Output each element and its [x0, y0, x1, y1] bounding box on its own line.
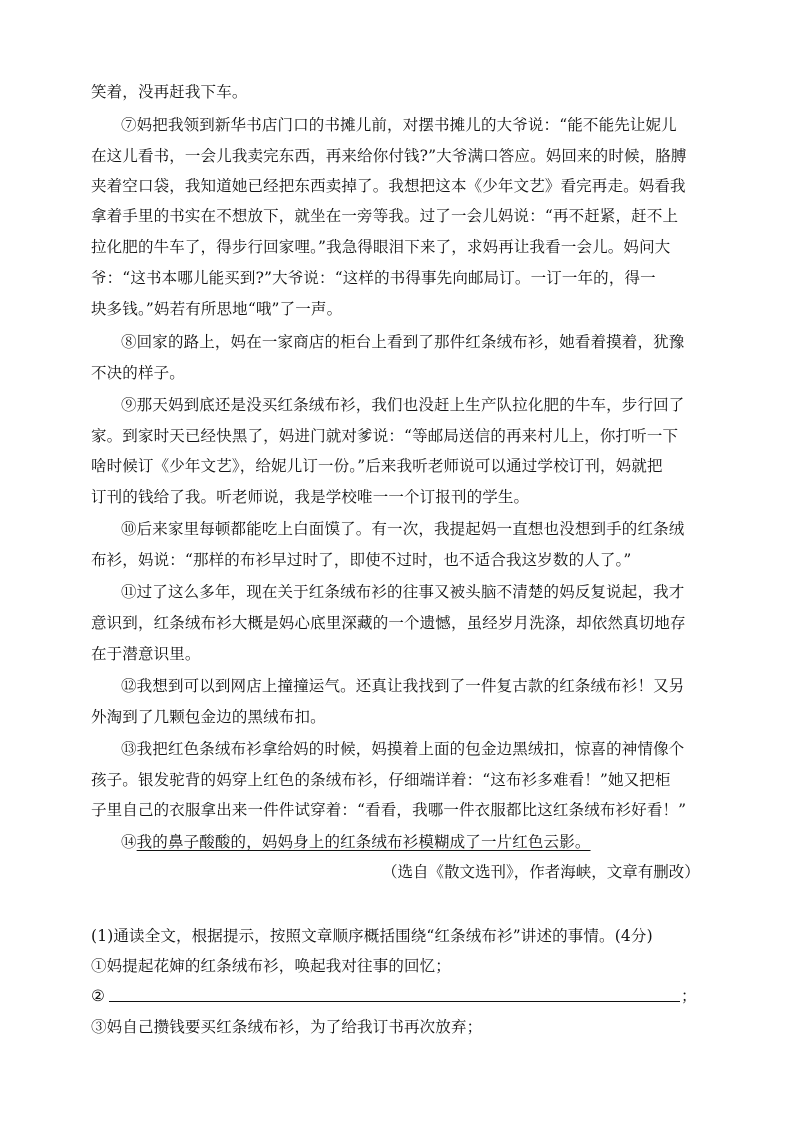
passage-line: 拿着手里的书实在不想放下，就坐在一旁等我。过了一会儿妈说：“再不赶紧，赶不上 — [91, 207, 679, 225]
question-item-3: ③妈自己攒钱要买红条绒布衫，为了给我订书再次放弃； — [91, 1018, 483, 1036]
passage-line: ⑦妈把我领到新华书店门口的书摊儿前，对摆书摊儿的大爷说：“能不能先让妮儿 — [121, 116, 677, 134]
passage-line: 家。到家时天已经快黑了，妈进门就对爹说：“等邮局送信的再来村儿上，你打听一下 — [91, 427, 679, 445]
passage-line: ⑩后来家里每顿都能吃上白面馍了。有一次，我提起妈一直想也没想到手的红条绒 — [121, 520, 685, 538]
passage-line: 意识到，红条绒布衫大概是妈心底里深藏的一个遗憾，虽经岁月洗涤，却依然真切地存 — [91, 614, 686, 632]
question-item-1: ①妈提起花婶的红条绒布衫，唤起我对往事的回忆； — [91, 957, 451, 975]
passage-line: 外淘到了几颗包金边的黑绒布扣。 — [91, 708, 326, 726]
source-citation: （选自《散文选刊》，作者海峡，文章有删改） — [382, 863, 700, 881]
passage-line: ⑪过了这么多年，现在关于红条绒布衫的往事又被头脑不清楚的妈反复说起，我才 — [121, 583, 685, 601]
passage-line: 爷：“这书本哪儿能买到?”大爷说：“这样的书得事先向邮局订。一订一年的，得一 — [91, 269, 656, 287]
passage-line: 在这儿看书，一会儿我卖完东西，再来给你付钱?”大爷满口答应。妈回来的时候，胳膊 — [91, 147, 687, 165]
passage-line: 子里自己的衣服拿出来一件件试穿着：“看看，我哪一件衣服都比这红条绒布衫好看！” — [91, 801, 687, 819]
passage-line: ⑨那天妈到底还是没买红条绒布衫，我们也没赶上生产队拉化肥的牛车，步行回了 — [121, 396, 685, 414]
passage-line: 夹着空口袋，我知道她已经把东西卖掉了。我想把这本《少年文艺》看完再走。妈看我 — [91, 177, 686, 195]
passage-line: 订刊的钱给了我。听老师说，我是学校唯一一个订报刊的学生。 — [91, 488, 530, 506]
passage-line: 布衫，妈说：“那样的布衫早过时了，即使不过时，也不适合我这岁数的人了。” — [91, 551, 632, 569]
passage-line: ⑫我想到可以到网店上撞撞运气。还真让我找到了一件复古款的红条绒布衫！又另 — [121, 677, 685, 695]
paragraph-number: ⑭ — [121, 833, 137, 851]
passage-line: 拉化肥的牛车了，得步行回家哩。”我急得眼泪下来了，求妈再让我看一会儿。妈问大 — [91, 238, 671, 256]
passage-line: 笑着，没再赶我下车。 — [91, 83, 248, 101]
question-item-2-label: ② — [91, 987, 106, 1005]
question-prompt: (1)通读全文，根据提示，按照文章顺序概括围绕“红条绒布衫”讲述的事情。(4分) — [91, 927, 653, 945]
passage-line: ⑬我把红色条绒布衫拿给妈的时候，妈摸着上面的包金边黑绒扣，惊喜的神情像个 — [121, 740, 685, 758]
passage-line: 在于潜意识里。 — [91, 645, 201, 663]
answer-blank-line[interactable] — [109, 1001, 680, 1002]
passage-line: ⑧回家的路上，妈在一家商店的柜台上看到了那件红条绒布衫，她看着摸着，犹豫 — [121, 333, 685, 351]
passage-line: 块多钱。”妈若有所思地“哦”了一声。 — [91, 300, 343, 318]
passage-line: 孩子。银发驼背的妈穿上红色的条绒布衫，仔细端详着：“这布衫多难看！”她又把柜 — [91, 771, 671, 789]
question-item-2-end: ； — [681, 987, 697, 1005]
passage-line-last — [121, 832, 711, 852]
underlined-sentence: 我的鼻子酸酸的，妈妈身上的红条绒布衫模糊成了一片红色云影。 — [136, 833, 591, 851]
passage-line: 啥时候订《少年文艺》，给妮儿订一份。”后来我听老师说可以通过学校订刊，妈就把 — [91, 457, 663, 475]
passage-line: 不决的样子。 — [91, 364, 185, 382]
